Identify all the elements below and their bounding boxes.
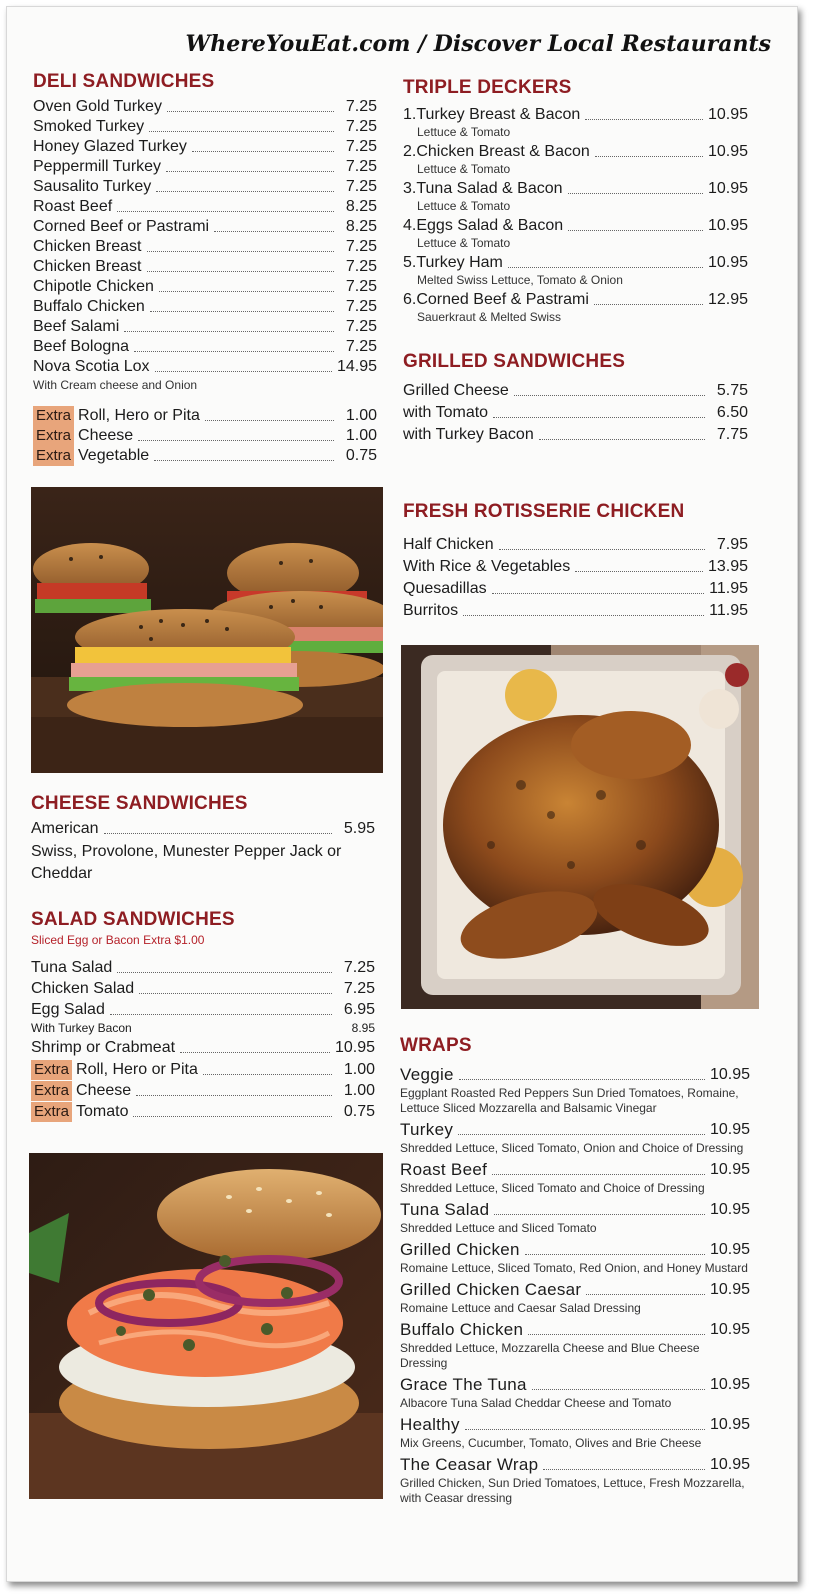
- menu-item: [403, 599, 748, 621]
- menu-item: [400, 1238, 750, 1260]
- dot-leader: [595, 156, 703, 157]
- cheese-options-line: Swiss, Provolone, Munester Pepper Jack or: [31, 843, 342, 860]
- menu-item: [33, 157, 377, 177]
- menu-item: [400, 1278, 750, 1300]
- salad-extras: [31, 1059, 375, 1122]
- item-price: 0.75: [343, 1103, 375, 1120]
- menu-item: [33, 197, 377, 217]
- item-name: Grilled Chicken Caesar: [400, 1280, 582, 1299]
- dot-leader: [167, 111, 334, 112]
- item-description: Mix Greens, Cucumber, Tomato, Olives and Brie Cheese: [400, 1436, 702, 1450]
- dot-leader: [568, 230, 703, 231]
- dot-leader: [543, 1469, 705, 1470]
- dot-leader: [492, 593, 705, 594]
- dot-leader: [214, 231, 334, 232]
- menu-item: [31, 1059, 375, 1080]
- item-price: 10.95: [709, 1376, 750, 1393]
- dot-leader: [586, 1294, 705, 1295]
- bagel-image: [29, 1153, 383, 1499]
- item-name: Beef Salami: [33, 318, 120, 335]
- dot-leader: [150, 311, 334, 312]
- site-banner[interactable]: WhereYouEat.com / Discover Local Restaurants: [185, 31, 771, 57]
- item-name: Corned Beef or Pastrami: [33, 218, 210, 235]
- item-price: 6.95: [343, 1001, 375, 1018]
- item-name: Peppermill Turkey: [33, 158, 162, 175]
- menu-item: [33, 446, 377, 466]
- item-price: 10.95: [709, 1241, 750, 1258]
- dot-leader: [117, 211, 334, 212]
- item-price: 10.95: [709, 1321, 750, 1338]
- item-description: Eggplant Roasted Red Peppers Sun Dried Tomatoes, Romaine,: [400, 1086, 739, 1100]
- item-price: 7.25: [345, 318, 377, 335]
- item-price: 12.95: [707, 291, 748, 308]
- dot-leader: [508, 267, 703, 268]
- item-name: Roll, Hero or Pita: [78, 407, 200, 424]
- menu-item: [31, 957, 375, 978]
- dot-leader: [568, 193, 703, 194]
- item-name: Half Chicken: [403, 536, 494, 553]
- menu-item: [33, 317, 377, 337]
- item-name: The Ceasar Wrap: [400, 1455, 539, 1474]
- item-price: 7.25: [345, 118, 377, 135]
- item-price: 5.95: [343, 820, 375, 837]
- triple-section: [403, 77, 748, 327]
- dot-leader: [154, 460, 334, 461]
- item-price: 10.95: [709, 1066, 750, 1083]
- menu-item: [403, 401, 748, 423]
- menu-item: [403, 253, 748, 273]
- menu-item: [33, 97, 377, 117]
- item-name: Quesadillas: [403, 580, 487, 597]
- item-price: 7.25: [343, 959, 375, 976]
- section-heading: GRILLED SANDWICHES: [403, 351, 626, 372]
- menu-item: [400, 1198, 750, 1220]
- item-name: Chicken Salad: [31, 980, 135, 997]
- dot-leader: [585, 119, 703, 120]
- extra-tag: Extra: [31, 1081, 72, 1101]
- item-name: 1.Turkey Breast & Bacon: [403, 106, 581, 123]
- item-description: Shredded Lettuce, Sliced Tomato and Choice of Dressing: [400, 1181, 705, 1195]
- item-name: With Turkey Bacon: [31, 1021, 132, 1035]
- dot-leader: [134, 351, 334, 352]
- extra-tag: Extra: [33, 426, 74, 446]
- item-description: Melted Swiss Lettuce, Tomato & Onion: [417, 273, 623, 287]
- section-heading: CHEESE SANDWICHES: [31, 793, 248, 814]
- item-price: 10.95: [334, 1039, 375, 1056]
- item-price: 10.95: [709, 1416, 750, 1433]
- dot-leader: [459, 1079, 705, 1080]
- item-price: 13.95: [707, 558, 748, 575]
- grilled-list: [403, 379, 748, 445]
- item-price: 8.95: [351, 1021, 375, 1035]
- section-heading: TRIPLE DECKERS: [403, 77, 572, 98]
- dot-leader: [594, 304, 703, 305]
- item-price: 7.25: [345, 158, 377, 175]
- dot-leader: [525, 1254, 705, 1255]
- item-name: Burritos: [403, 602, 459, 619]
- extra-tag: Extra: [33, 446, 74, 466]
- item-price: 10.95: [709, 1456, 750, 1473]
- extra-tag: Extra: [31, 1102, 72, 1122]
- menu-page: [6, 6, 798, 1582]
- item-name: With Rice & Vegetables: [403, 558, 571, 575]
- item-price: 8.25: [345, 198, 377, 215]
- lox-bagel-photo: [29, 1153, 383, 1499]
- item-description: Lettuce & Tomato: [417, 236, 511, 250]
- menu-item: [33, 237, 377, 257]
- item-description: Lettuce & Tomato: [417, 125, 511, 139]
- menu-item: [33, 337, 377, 357]
- dot-leader: [117, 972, 332, 973]
- item-price: 0.75: [345, 447, 377, 464]
- menu-item: [403, 142, 748, 162]
- menu-item: [400, 1373, 750, 1395]
- section-heading: FRESH ROTISSERIE CHICKEN: [403, 501, 685, 522]
- menu-item: [31, 1020, 375, 1036]
- dot-leader: [147, 271, 335, 272]
- item-description: with Ceasar dressing: [400, 1491, 513, 1505]
- item-price: 5.75: [716, 382, 748, 399]
- item-name: Healthy: [400, 1415, 460, 1434]
- menu-item: [33, 177, 377, 197]
- menu-item: [31, 819, 375, 839]
- item-price: 1.00: [343, 1061, 375, 1078]
- item-name: Roast Beef: [400, 1160, 488, 1179]
- dot-leader: [463, 615, 704, 616]
- item-price: 7.25: [345, 298, 377, 315]
- item-price: 6.50: [716, 404, 748, 421]
- item-description: Lettuce & Tomato: [417, 162, 511, 176]
- item-name: with Turkey Bacon: [403, 426, 534, 443]
- cheese-options-line: Cheddar: [31, 865, 93, 882]
- item-price: 7.25: [345, 238, 377, 255]
- sandwich-image: [31, 487, 383, 773]
- item-price: 10.95: [707, 143, 748, 160]
- item-name: Cheese: [78, 427, 134, 444]
- item-price: 10.95: [709, 1121, 750, 1138]
- menu-item: [33, 406, 377, 426]
- menu-item: [33, 217, 377, 237]
- menu-item: [403, 379, 748, 401]
- deli-list: [33, 97, 377, 377]
- section-note: Sliced Egg or Bacon Extra $1.00: [31, 933, 205, 947]
- item-price: 10.95: [707, 106, 748, 123]
- item-description: Romaine Lettuce and Caesar Salad Dressing: [400, 1301, 641, 1315]
- rotisserie-section: [403, 501, 748, 621]
- menu-item: [33, 137, 377, 157]
- item-name: Vegetable: [78, 447, 150, 464]
- dot-leader: [532, 1389, 705, 1390]
- item-name: Beef Bologna: [33, 338, 130, 355]
- item-name: Veggie: [400, 1065, 454, 1084]
- item-price: 11.95: [709, 580, 748, 597]
- item-name: 2.Chicken Breast & Bacon: [403, 143, 590, 160]
- item-description: Albacore Tuna Salad Cheddar Cheese and Tomato: [400, 1396, 672, 1410]
- item-price: 7.25: [343, 980, 375, 997]
- menu-item: [403, 290, 748, 310]
- item-price: 10.95: [707, 217, 748, 234]
- item-name: 3.Tuna Salad & Bacon: [403, 180, 563, 197]
- item-price: 7.75: [716, 426, 748, 443]
- dot-leader: [138, 440, 334, 441]
- item-price: 7.95: [716, 536, 748, 553]
- dot-leader: [465, 1429, 705, 1430]
- item-price: 10.95: [709, 1281, 750, 1298]
- menu-item: [33, 257, 377, 277]
- dot-leader: [159, 291, 334, 292]
- extra-tag: Extra: [31, 1060, 72, 1080]
- grilled-section: [403, 351, 748, 445]
- dot-leader: [166, 171, 334, 172]
- item-name: Chipotle Chicken: [33, 278, 154, 295]
- dot-leader: [494, 1214, 705, 1215]
- item-name: Sausalito Turkey: [33, 178, 152, 195]
- section-heading: WRAPS: [400, 1035, 472, 1056]
- dot-leader: [539, 439, 705, 440]
- item-price: 7.25: [345, 258, 377, 275]
- menu-item: [31, 1080, 375, 1101]
- menu-item: [31, 978, 375, 999]
- menu-item: [400, 1453, 750, 1475]
- menu-item: [400, 1318, 750, 1340]
- wraps-section: [400, 1035, 750, 1508]
- dot-leader: [493, 417, 705, 418]
- menu-item: [33, 426, 377, 446]
- dot-leader: [149, 131, 334, 132]
- menu-item: [403, 555, 748, 577]
- item-description: Sauerkraut & Melted Swiss: [417, 310, 562, 324]
- item-name: Roll, Hero or Pita: [76, 1061, 198, 1078]
- menu-item: [33, 297, 377, 317]
- dot-leader: [155, 371, 332, 372]
- item-price: 1.00: [343, 1082, 375, 1099]
- dot-leader: [458, 1134, 705, 1135]
- item-name: 4.Eggs Salad & Bacon: [403, 217, 564, 234]
- section-heading: SALAD SANDWICHES: [31, 909, 235, 930]
- dot-leader: [205, 420, 334, 421]
- rotisserie-chicken-photo: [401, 645, 759, 1009]
- item-price: 7.25: [345, 338, 377, 355]
- item-price: 10.95: [707, 254, 748, 271]
- rotisserie-list: [403, 533, 748, 621]
- menu-item: [400, 1118, 750, 1140]
- salad-section: [31, 909, 375, 1122]
- menu-item: [400, 1158, 750, 1180]
- dot-leader: [180, 1052, 330, 1053]
- dot-leader: [499, 549, 705, 550]
- item-price: 10.95: [709, 1161, 750, 1178]
- item-name: Oven Gold Turkey: [33, 98, 162, 115]
- item-price: 8.25: [345, 218, 377, 235]
- dot-leader: [203, 1074, 332, 1075]
- item-description: Lettuce & Tomato: [417, 199, 511, 213]
- sandwich-photo: [31, 487, 383, 773]
- item-description: Romaine Lettuce, Sliced Tomato, Red Onion, and Honey Mustard: [400, 1261, 748, 1275]
- item-description: Shredded Lettuce, Mozzarella Cheese and Blue Cheese Dressing: [400, 1341, 700, 1370]
- dot-leader: [528, 1334, 705, 1335]
- item-description: Shredded Lettuce, Sliced Tomato, Onion and Choice of Dressing: [400, 1141, 744, 1155]
- section-heading: DELI SANDWICHES: [33, 71, 215, 92]
- menu-item: [403, 105, 748, 125]
- item-price: 7.25: [345, 138, 377, 155]
- menu-item: [403, 533, 748, 555]
- item-name: Nova Scotia Lox: [33, 358, 150, 375]
- item-name: 5.Turkey Ham: [403, 254, 503, 271]
- deli-section: [33, 71, 377, 466]
- dot-leader: [133, 1116, 332, 1117]
- item-price: 11.95: [709, 602, 748, 619]
- dot-leader: [139, 993, 332, 994]
- spacer: [400, 1506, 750, 1508]
- menu-item: [33, 277, 377, 297]
- menu-item: [33, 117, 377, 137]
- item-price: 1.00: [345, 427, 377, 444]
- item-description: Lettuce Sliced Mozzarella and Balsamic Vinegar: [400, 1101, 657, 1115]
- item-price: 7.25: [345, 98, 377, 115]
- deli-extras: [33, 406, 377, 466]
- menu-item: [403, 179, 748, 199]
- wraps-list: [400, 1063, 750, 1508]
- item-name: with Tomato: [403, 404, 489, 421]
- item-description: Shredded Lettuce and Sliced Tomato: [400, 1221, 597, 1235]
- dot-leader: [104, 833, 332, 834]
- cheese-section: [31, 793, 375, 885]
- item-price: 1.00: [345, 407, 377, 424]
- item-name: Shrimp or Crabmeat: [31, 1039, 176, 1056]
- item-name: Tuna Salad: [31, 959, 113, 976]
- item-price: 7.25: [345, 278, 377, 295]
- dot-leader: [136, 1095, 332, 1096]
- dot-leader: [192, 151, 334, 152]
- item-name: Chicken Breast: [33, 258, 142, 275]
- item-name: Egg Salad: [31, 1001, 105, 1018]
- dot-leader: [514, 395, 705, 396]
- item-name: Buffalo Chicken: [33, 298, 145, 315]
- item-name: Tuna Salad: [400, 1200, 490, 1219]
- item-note: With Cream cheese and Onion: [33, 378, 198, 392]
- item-name: Grace The Tuna: [400, 1375, 527, 1394]
- item-name: Chicken Breast: [33, 238, 142, 255]
- item-name: Turkey: [400, 1120, 454, 1139]
- chicken-image: [401, 645, 759, 1009]
- menu-item: [400, 1413, 750, 1435]
- item-description: Grilled Chicken, Sun Dried Tomatoes, Lettuce, Fresh Mozzarella,: [400, 1476, 745, 1490]
- item-name: 6.Corned Beef & Pastrami: [403, 291, 589, 308]
- menu-item: [31, 1101, 375, 1122]
- menu-item: [31, 1038, 375, 1058]
- item-name: Roast Beef: [33, 198, 113, 215]
- dot-leader: [492, 1174, 705, 1175]
- item-name: Buffalo Chicken: [400, 1320, 524, 1339]
- dot-leader: [575, 571, 703, 572]
- item-name: Tomato: [76, 1103, 129, 1120]
- menu-item: [400, 1063, 750, 1085]
- salad-list: [31, 957, 375, 1020]
- cheese-options: [31, 841, 375, 885]
- dot-leader: [147, 251, 335, 252]
- item-price: 7.25: [345, 178, 377, 195]
- item-name: Honey Glazed Turkey: [33, 138, 187, 155]
- item-name: Smoked Turkey: [33, 118, 145, 135]
- item-price: 10.95: [709, 1201, 750, 1218]
- item-price: 10.95: [707, 180, 748, 197]
- extra-tag: Extra: [33, 406, 74, 426]
- dot-leader: [156, 191, 334, 192]
- item-price: 14.95: [336, 358, 377, 375]
- menu-item: [403, 423, 748, 445]
- triple-list: [403, 105, 748, 325]
- menu-item: [31, 999, 375, 1020]
- dot-leader: [124, 331, 334, 332]
- item-name: American: [31, 820, 99, 837]
- menu-item: [403, 577, 748, 599]
- dot-leader: [110, 1014, 332, 1015]
- item-name: Grilled Cheese: [403, 382, 509, 399]
- item-name: Grilled Chicken: [400, 1240, 520, 1259]
- item-name: Cheese: [76, 1082, 132, 1099]
- menu-item: [33, 357, 377, 377]
- menu-item: [403, 216, 748, 236]
